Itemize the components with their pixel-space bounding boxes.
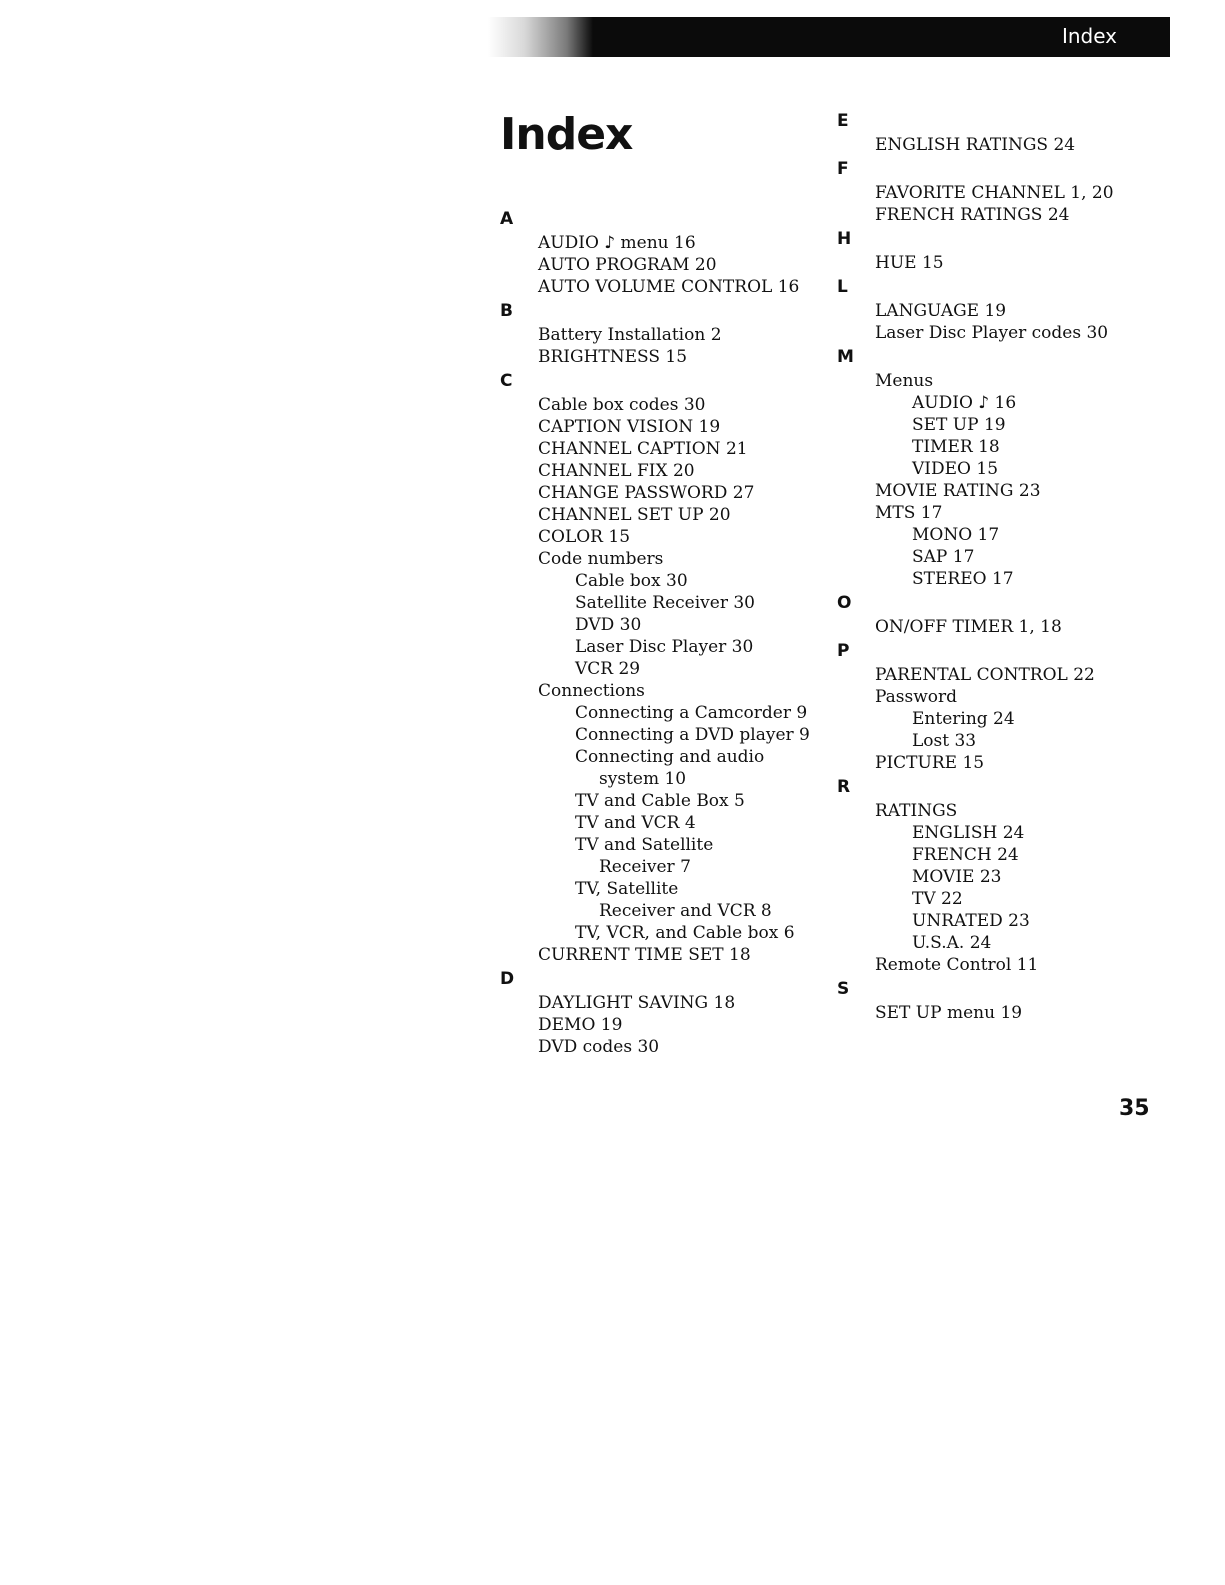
index-entry: TIMER 18 bbox=[912, 437, 1000, 457]
index-entry: ENGLISH 24 bbox=[912, 823, 1025, 843]
index-entry: FRENCH 24 bbox=[912, 845, 1019, 865]
index-entry: Battery Installation 2 bbox=[538, 325, 722, 345]
header-label: Index bbox=[1061, 24, 1117, 48]
index-section-h bbox=[837, 226, 1137, 274]
index-entry: AUTO PROGRAM 20 bbox=[538, 255, 717, 275]
index-entry: TV, VCR, and Cable box 6 bbox=[575, 923, 795, 943]
index-section-m bbox=[837, 344, 1137, 590]
index-entry: DVD codes 30 bbox=[538, 1037, 660, 1057]
index-section-l bbox=[837, 274, 1137, 344]
section-letter: L bbox=[837, 277, 848, 297]
index-entry: Code numbers bbox=[538, 549, 664, 569]
section-letter: M bbox=[837, 347, 854, 367]
index-column-right bbox=[837, 108, 1137, 1024]
index-entry: Entering 24 bbox=[912, 709, 1015, 729]
section-letter: H bbox=[837, 229, 852, 249]
index-section-o bbox=[837, 590, 1137, 638]
index-entry: ON/OFF TIMER 1, 18 bbox=[875, 617, 1062, 637]
index-entry: Cable box 30 bbox=[575, 571, 688, 591]
page-number: 35 bbox=[1119, 1096, 1150, 1121]
index-entry: TV, Satellite bbox=[575, 879, 679, 899]
index-entry: Satellite Receiver 30 bbox=[575, 593, 755, 613]
index-entry: TV and VCR 4 bbox=[575, 813, 696, 833]
index-entry: FAVORITE CHANNEL 1, 20 bbox=[875, 183, 1114, 203]
index-entry: Menus bbox=[875, 371, 934, 391]
index-entry: CURRENT TIME SET 18 bbox=[538, 945, 751, 965]
index-entry: Remote Control 11 bbox=[875, 955, 1039, 975]
index-entry: Laser Disc Player 30 bbox=[575, 637, 754, 657]
index-entry: BRIGHTNESS 15 bbox=[538, 347, 688, 367]
index-entry: CAPTION VISION 19 bbox=[538, 417, 721, 437]
index-entry: SET UP 19 bbox=[912, 415, 1006, 435]
index-entry: DEMO 19 bbox=[538, 1015, 623, 1035]
section-letter: R bbox=[837, 777, 851, 797]
index-entry: Connections bbox=[538, 681, 645, 701]
index-entry: RATINGS bbox=[875, 801, 958, 821]
section-letter: E bbox=[837, 111, 849, 131]
index-section-r bbox=[837, 774, 1137, 976]
index-entry: AUTO VOLUME CONTROL 16 bbox=[538, 277, 800, 297]
section-letter: S bbox=[837, 979, 850, 999]
index-entry: DVD 30 bbox=[575, 615, 642, 635]
index-entry: LANGUAGE 19 bbox=[875, 301, 1007, 321]
index-entry: ENGLISH RATINGS 24 bbox=[875, 135, 1076, 155]
index-entry: DAYLIGHT SAVING 18 bbox=[538, 993, 736, 1013]
index-entry: TV and Satellite bbox=[575, 835, 714, 855]
section-letter: O bbox=[837, 593, 852, 613]
index-section-e bbox=[837, 108, 1137, 156]
index-entry: MONO 17 bbox=[912, 525, 1000, 545]
index-entry: Connecting a Camcorder 9 bbox=[575, 703, 808, 723]
index-entry: Connecting a DVD player 9 bbox=[575, 725, 810, 745]
index-entry: Receiver and VCR 8 bbox=[599, 901, 772, 921]
index-entry: FRENCH RATINGS 24 bbox=[875, 205, 1070, 225]
index-entry: Receiver 7 bbox=[599, 857, 691, 877]
index-entry: SET UP menu 19 bbox=[875, 1003, 1023, 1023]
index-section-b bbox=[500, 298, 820, 368]
index-section-p bbox=[837, 638, 1137, 774]
index-entry: CHANGE PASSWORD 27 bbox=[538, 483, 755, 503]
index-section-s bbox=[837, 976, 1137, 1024]
index-entry: HUE 15 bbox=[875, 253, 944, 273]
index-entry: MOVIE RATING 23 bbox=[875, 481, 1041, 501]
index-entry: UNRATED 23 bbox=[912, 911, 1030, 931]
index-entry: PARENTAL CONTROL 22 bbox=[875, 665, 1095, 685]
index-entry: TV 22 bbox=[912, 889, 963, 909]
section-letter: F bbox=[837, 159, 849, 179]
index-entry: Connecting and audio bbox=[575, 747, 765, 767]
index-entry: VIDEO 15 bbox=[912, 459, 999, 479]
index-section-a bbox=[500, 206, 820, 298]
page-title: Index bbox=[500, 109, 633, 160]
index-column-left bbox=[500, 206, 820, 1058]
section-letter: C bbox=[500, 371, 513, 391]
header-bar bbox=[488, 17, 1170, 57]
index-section-f bbox=[837, 156, 1137, 226]
section-letter: P bbox=[837, 641, 850, 661]
index-entry: Cable box codes 30 bbox=[538, 395, 706, 415]
index-section-d bbox=[500, 966, 820, 1058]
index-entry: AUDIO ♪ 16 bbox=[912, 393, 1017, 413]
section-letter: D bbox=[500, 969, 515, 989]
index-entry: system 10 bbox=[599, 769, 687, 789]
section-letter: B bbox=[500, 301, 513, 321]
index-entry: VCR 29 bbox=[575, 659, 641, 679]
header-gradient bbox=[488, 17, 593, 57]
index-entry: TV and Cable Box 5 bbox=[575, 791, 745, 811]
index-entry: MOVIE 23 bbox=[912, 867, 1002, 887]
section-letter: A bbox=[500, 209, 514, 229]
index-entry: Laser Disc Player codes 30 bbox=[875, 323, 1109, 343]
index-entry: Lost 33 bbox=[912, 731, 977, 751]
index-entry: STEREO 17 bbox=[912, 569, 1014, 589]
index-section-c bbox=[500, 368, 820, 966]
index-entry: AUDIO ♪ menu 16 bbox=[538, 233, 696, 253]
index-entry: COLOR 15 bbox=[538, 527, 631, 547]
index-entry: U.S.A. 24 bbox=[912, 933, 992, 953]
index-entry: SAP 17 bbox=[912, 547, 975, 567]
index-entry: MTS 17 bbox=[875, 503, 943, 523]
index-entry: PICTURE 15 bbox=[875, 753, 985, 773]
index-entry: CHANNEL FIX 20 bbox=[538, 461, 695, 481]
index-entry: CHANNEL SET UP 20 bbox=[538, 505, 731, 525]
index-entry: Password bbox=[875, 687, 958, 707]
index-entry: CHANNEL CAPTION 21 bbox=[538, 439, 748, 459]
